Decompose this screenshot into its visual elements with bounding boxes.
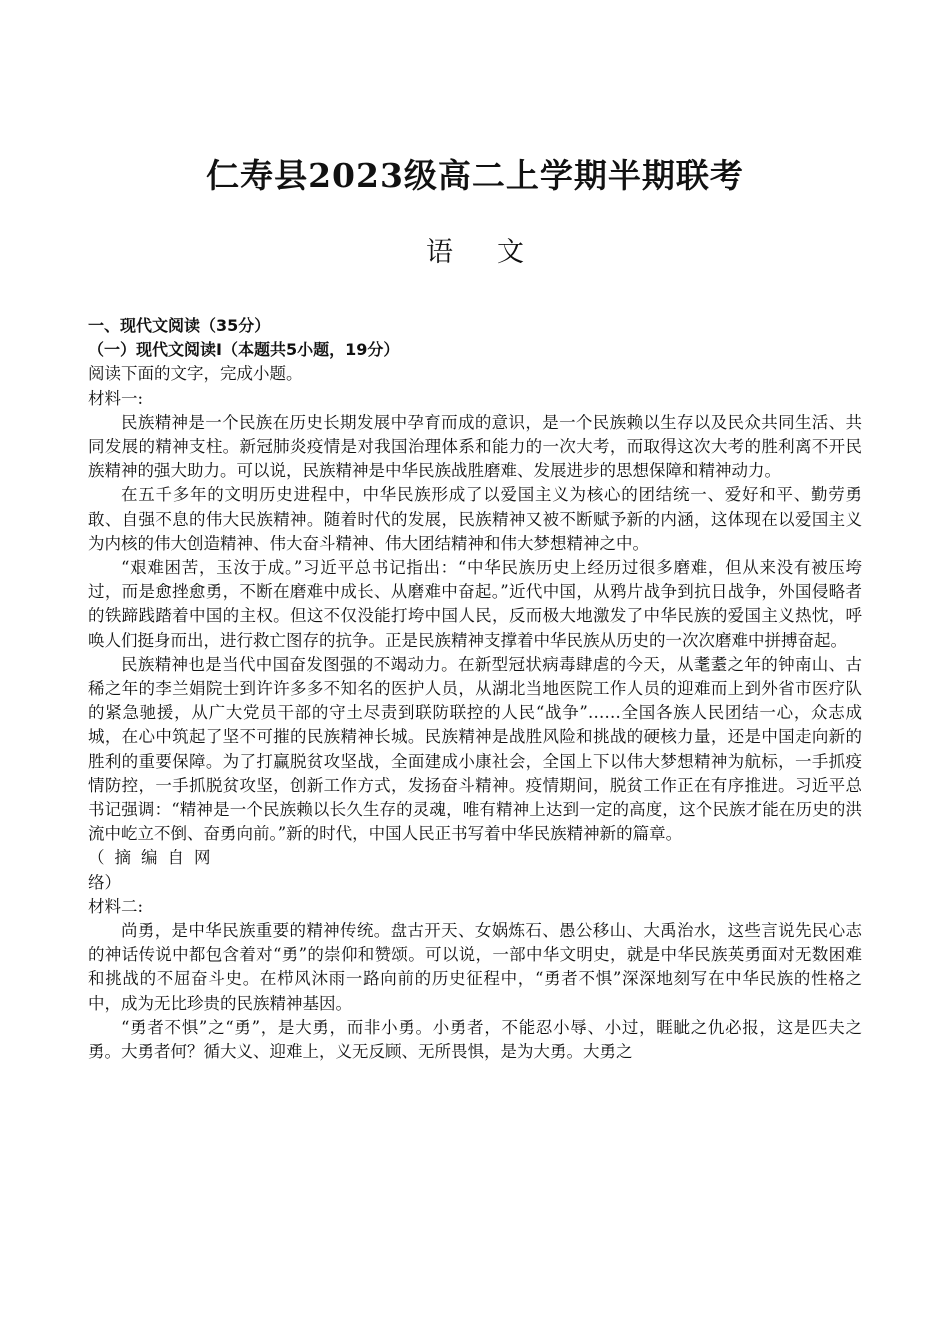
material2-paragraph: “勇者不惧”之“勇”，是大勇，而非小勇。小勇者，不能忍小辱、小过，睚眦之仇必报，这是匹夫之勇。大勇者何？循大义、迎难上，义无反顾、无所畏惧，是为大勇。大勇之: [88, 1017, 862, 1062]
material2-label: 材料二:: [88, 896, 144, 916]
material1-paragraph: 在五千多年的文明历史进程中，中华民族形成了以爱国主义为核心的团结统一、爱好和平、勤劳勇敢、自强不息的伟大民族精神。随着时代的发展，民族精神又被不断赋予新的内涵，这体现在以爱国主义为内核的伟大创造精神、伟大奋斗精神、伟大团结精神和伟大梦想精神之中。: [88, 485, 862, 553]
material2-paragraph: 尚勇，是中华民族重要的精神传统。盘古开天、女娲炼石、愚公移山、大禹治水，这些言说先民心志的神话传说中都包含着对“勇”的崇仰和赞颂。可以说，一部中华文明史，就是中华民族英勇面对无数困难和挑战的不屈奋斗史。在栉风沐雨一路向前的历史征程中，“勇者不惧”深深地刻写在中华民族的性格之中，成为无比珍贵的民族精神基因。: [88, 921, 862, 1013]
material1-source: （摘编自网: [88, 848, 221, 868]
subject-title: [0, 230, 950, 269]
subject-char-2: 文: [497, 237, 524, 268]
section-heading: 一、现代文阅读（35分）: [88, 316, 271, 335]
material1-label: 材料一:: [88, 388, 144, 408]
material1-paragraph: “艰难困苦，玉汝于成。”习近平总书记指出：“中华民族历史上经历过很多磨难，但从来没有被压垮过，而是愈挫愈勇，不断在磨难中成长、从磨难中奋起。”近代中国，从鸦片战争到抗日战争，外国侵略者的铁蹄践踏着中国的主权。但这不仅没能打垮中国人民，反而极大地激发了中华民族的爱国主义热忱，呼唤人们挺身而出，进行救亡图存的抗争。正是民族精神支撑着中华民族从历史的一次次磨难中拼搏奋起。: [88, 558, 862, 650]
material1-source-cont: 络）: [88, 872, 121, 892]
exam-title: 仁寿县2023级高二上学期半期联考: [206, 156, 744, 195]
subsection-heading: （一）现代文阅读Ⅰ（本题共5小题，19分）: [88, 340, 400, 360]
material1-paragraph: 民族精神也是当代中国奋发图强的不竭动力。在新型冠状病毒肆虐的今天，从耄耋之年的钟南山、古稀之年的李兰娟院士到许许多多不知名的医护人员，从湖北当地医院工作人员的迎难而上到外省市医疗队的紧急驰援，从广大党员干部的守土尽责到联防联控的人民“战争”……全国各族人民团结一心，众志成城，在心中筑起了坚不可摧的民族精神长城。民族精神是战胜风险和挑战的硬核力量，还是中国走向新的胜利的重要保障。为了打赢脱贫攻坚战，全面建成小康社会，全国上下以伟大梦想精神为航标，一手抓疫情防控，一手抓脱贫攻坚，创新工作方式，发扬奋斗精神。疫情期间，脱贫工作正在有序推进。习近平总书记强调：“精神是一个民族赖以长久生存的灵魂，唯有精神上达到一定的高度，这个民族才能在历史的洪流中屹立不倒、奋勇向前。”新的时代，中国人民正书写着中华民族精神新的篇章。: [88, 654, 862, 844]
instruction-text: 阅读下面的文字，完成小题。: [88, 364, 303, 384]
exam-content: [88, 314, 862, 1064]
subject-char-1: 语: [426, 237, 453, 268]
material1-paragraph: 民族精神是一个民族在历史长期发展中孕育而成的意识，是一个民族赖以生存以及民众共同生活、共同发展的精神支柱。新冠肺炎疫情是对我国治理体系和能力的一次大考，而取得这次大考的胜利离不开民族精神的强大助力。可以说，民族精神是中华民族战胜磨难、发展进步的思想保障和精神动力。: [88, 412, 862, 481]
